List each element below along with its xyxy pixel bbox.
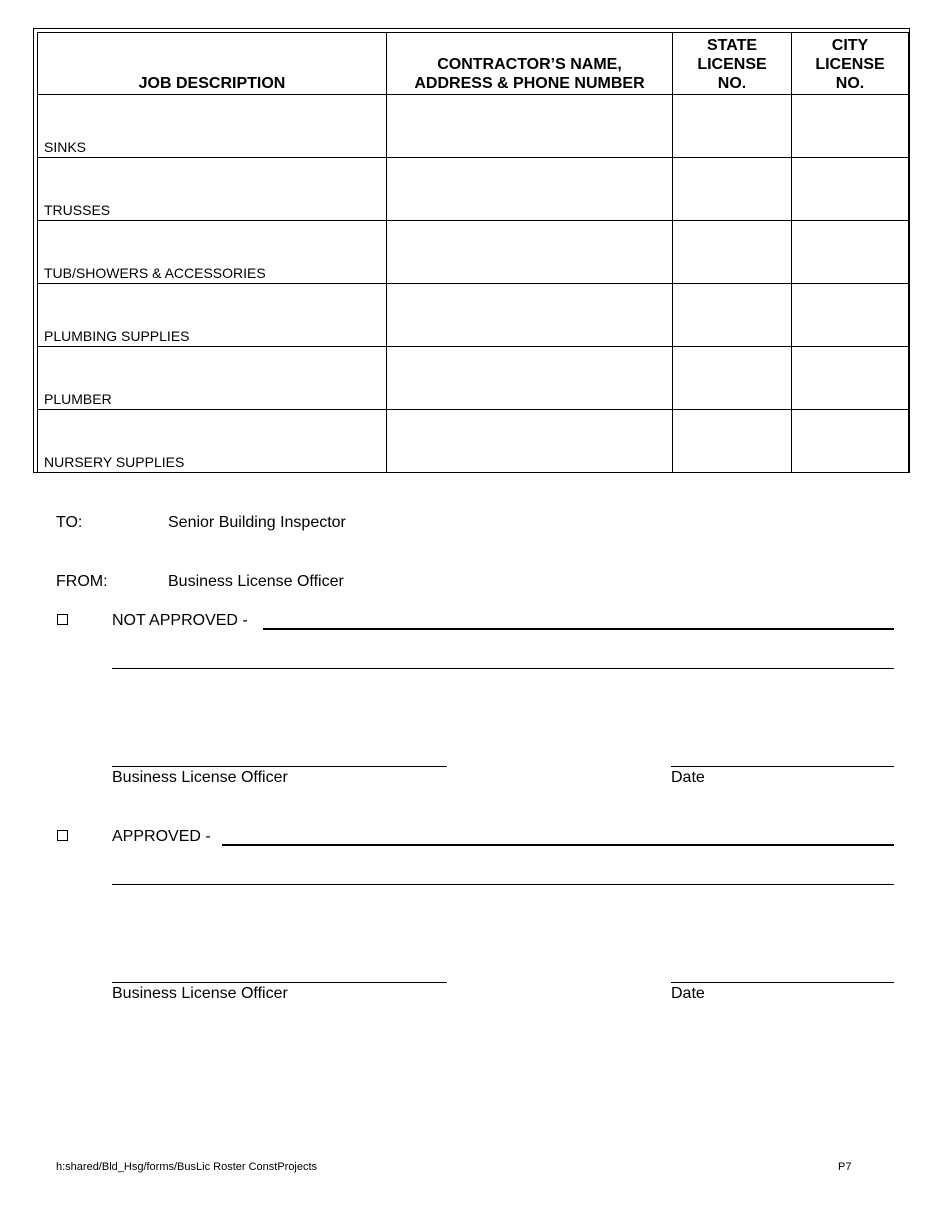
job-cell: PLUMBING SUPPLIES bbox=[38, 284, 387, 347]
from-label: FROM: bbox=[56, 573, 108, 590]
state-license-cell[interactable] bbox=[673, 158, 792, 221]
to-value: Senior Building Inspector bbox=[168, 514, 346, 531]
header-job-description: JOB DESCRIPTION bbox=[38, 33, 387, 95]
contractor-cell[interactable] bbox=[387, 158, 673, 221]
city-license-cell[interactable] bbox=[792, 221, 909, 284]
footer-file-path: h:shared/Bld_Hsg/forms/BusLic Roster ConstProjects bbox=[56, 1161, 318, 1173]
approved-label: APPROVED - bbox=[112, 828, 211, 845]
header-city-line1: CITY bbox=[831, 37, 869, 54]
header-city-license bbox=[792, 33, 909, 95]
not-approved-checkbox[interactable] bbox=[57, 614, 68, 625]
city-license-cell[interactable] bbox=[792, 347, 909, 410]
header-contractor bbox=[387, 33, 673, 95]
job-cell: PLUMBER bbox=[38, 347, 387, 410]
header-city-line3: NO. bbox=[835, 75, 865, 92]
to-label: TO: bbox=[56, 514, 83, 531]
city-license-cell[interactable] bbox=[792, 284, 909, 347]
contractor-cell[interactable] bbox=[387, 284, 673, 347]
header-city-line2: LICENSE bbox=[815, 56, 885, 73]
approved-signature-label: Business License Officer bbox=[112, 985, 288, 1002]
city-license-cell[interactable] bbox=[792, 410, 909, 473]
table-row bbox=[38, 95, 909, 158]
approved-signature-line[interactable] bbox=[112, 982, 447, 983]
header-state-line3: NO. bbox=[717, 75, 747, 92]
approved-date-label: Date bbox=[671, 985, 705, 1002]
city-license-cell[interactable] bbox=[792, 95, 909, 158]
contractor-cell[interactable] bbox=[387, 95, 673, 158]
approved-date-line[interactable] bbox=[671, 982, 894, 983]
table-header-row bbox=[38, 33, 909, 95]
job-cell: TUB/SHOWERS & ACCESSORIES bbox=[38, 221, 387, 284]
header-state-line2: LICENSE bbox=[697, 56, 767, 73]
not-approved-label: NOT APPROVED - bbox=[112, 612, 248, 629]
state-license-cell[interactable] bbox=[673, 284, 792, 347]
job-cell: NURSERY SUPPLIES bbox=[38, 410, 387, 473]
approved-checkbox[interactable] bbox=[57, 830, 68, 841]
contractor-cell[interactable] bbox=[387, 347, 673, 410]
header-state-license bbox=[673, 33, 792, 95]
contractor-cell[interactable] bbox=[387, 221, 673, 284]
not-approved-signature-line[interactable] bbox=[112, 766, 447, 767]
state-license-cell[interactable] bbox=[673, 221, 792, 284]
city-license-cell[interactable] bbox=[792, 158, 909, 221]
from-value: Business License Officer bbox=[168, 573, 344, 590]
table-row bbox=[38, 347, 909, 410]
not-approved-signature-label: Business License Officer bbox=[112, 769, 288, 786]
header-contractor-line1: CONTRACTOR’S NAME, bbox=[437, 56, 622, 73]
approved-comment-line-1[interactable] bbox=[222, 844, 894, 846]
not-approved-comment-line-2[interactable] bbox=[112, 668, 894, 669]
state-license-cell[interactable] bbox=[673, 410, 792, 473]
contractor-roster-table bbox=[37, 32, 909, 473]
header-state-line1: STATE bbox=[706, 37, 758, 54]
contractor-roster-table-frame bbox=[33, 28, 910, 473]
state-license-cell[interactable] bbox=[673, 95, 792, 158]
job-cell: TRUSSES bbox=[38, 158, 387, 221]
approved-comment-line-2[interactable] bbox=[112, 884, 894, 885]
table-row bbox=[38, 284, 909, 347]
header-contractor-line2: ADDRESS & PHONE NUMBER bbox=[414, 75, 645, 92]
not-approved-comment-line-1[interactable] bbox=[263, 628, 894, 630]
table-row bbox=[38, 221, 909, 284]
table-row bbox=[38, 410, 909, 473]
not-approved-date-line[interactable] bbox=[671, 766, 894, 767]
state-license-cell[interactable] bbox=[673, 347, 792, 410]
job-cell: SINKS bbox=[38, 95, 387, 158]
footer-page-number: P7 bbox=[838, 1161, 852, 1173]
table-row bbox=[38, 158, 909, 221]
contractor-cell[interactable] bbox=[387, 410, 673, 473]
not-approved-date-label: Date bbox=[671, 769, 705, 786]
